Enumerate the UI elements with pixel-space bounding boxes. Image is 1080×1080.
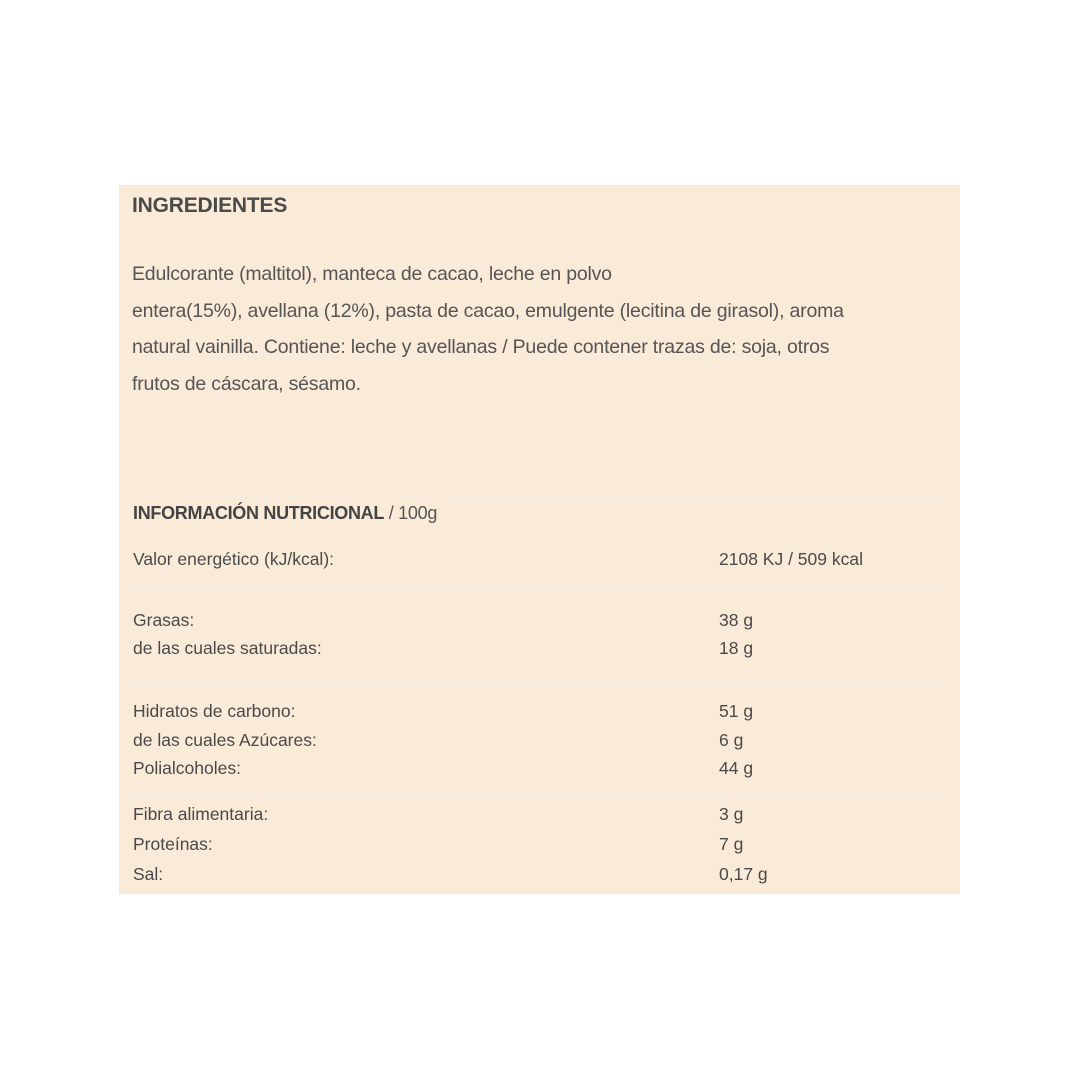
nutrition-label: Fibra alimentaria: <box>133 804 269 824</box>
nutrition-value: 18 g <box>719 638 754 658</box>
nutrition-label: Polialcoholes: <box>133 758 241 778</box>
ingredients-text <box>132 256 944 402</box>
nutrition-value: 3 g <box>719 804 744 824</box>
nutrition-heading <box>133 503 437 524</box>
nutrition-value: 38 g <box>719 610 754 630</box>
table-divider <box>125 495 948 497</box>
nutrition-value: 6 g <box>719 730 744 750</box>
nutrition-value: 44 g <box>719 758 754 778</box>
product-info-panel <box>119 185 960 894</box>
nutrition-label: de las cuales saturadas: <box>133 638 322 658</box>
ingredients-line: frutos de cáscara, sésamo. <box>132 372 361 395</box>
ingredients-line: Edulcorante (maltitol), manteca de cacao, leche en polvo <box>132 263 612 285</box>
ingredients-line: natural vainilla. Contiene: leche y avellanas / Puede contener trazas de: soja, otros <box>132 336 830 358</box>
nutrition-label: Sal: <box>133 864 164 884</box>
table-divider <box>125 685 948 687</box>
nutrition-value: 51 g <box>719 701 754 721</box>
nutrition-value: 0,17 g <box>719 864 768 884</box>
nutrition-label: Valor energético (kJ/kcal): <box>133 549 335 569</box>
table-divider <box>125 531 948 533</box>
table-divider <box>125 795 948 797</box>
table-divider <box>125 590 948 592</box>
ingredients-heading: INGREDIENTES <box>132 194 288 217</box>
nutrition-label: Hidratos de carbono: <box>133 701 296 721</box>
nutrition-value: 2108 KJ / 509 kcal <box>719 549 863 569</box>
nutrition-title: INFORMACIÓN NUTRICIONAL <box>133 503 385 523</box>
nutrition-value: 7 g <box>719 834 744 854</box>
nutrition-label: Proteínas: <box>133 834 213 854</box>
nutrition-label: de las cuales Azúcares: <box>133 730 317 750</box>
ingredients-line: entera(15%), avellana (12%), pasta de cacao, emulgente (lecitina de girasol), aroma <box>132 299 844 322</box>
nutrition-unit: / 100g <box>384 503 438 523</box>
nutrition-label: Grasas: <box>133 610 195 630</box>
